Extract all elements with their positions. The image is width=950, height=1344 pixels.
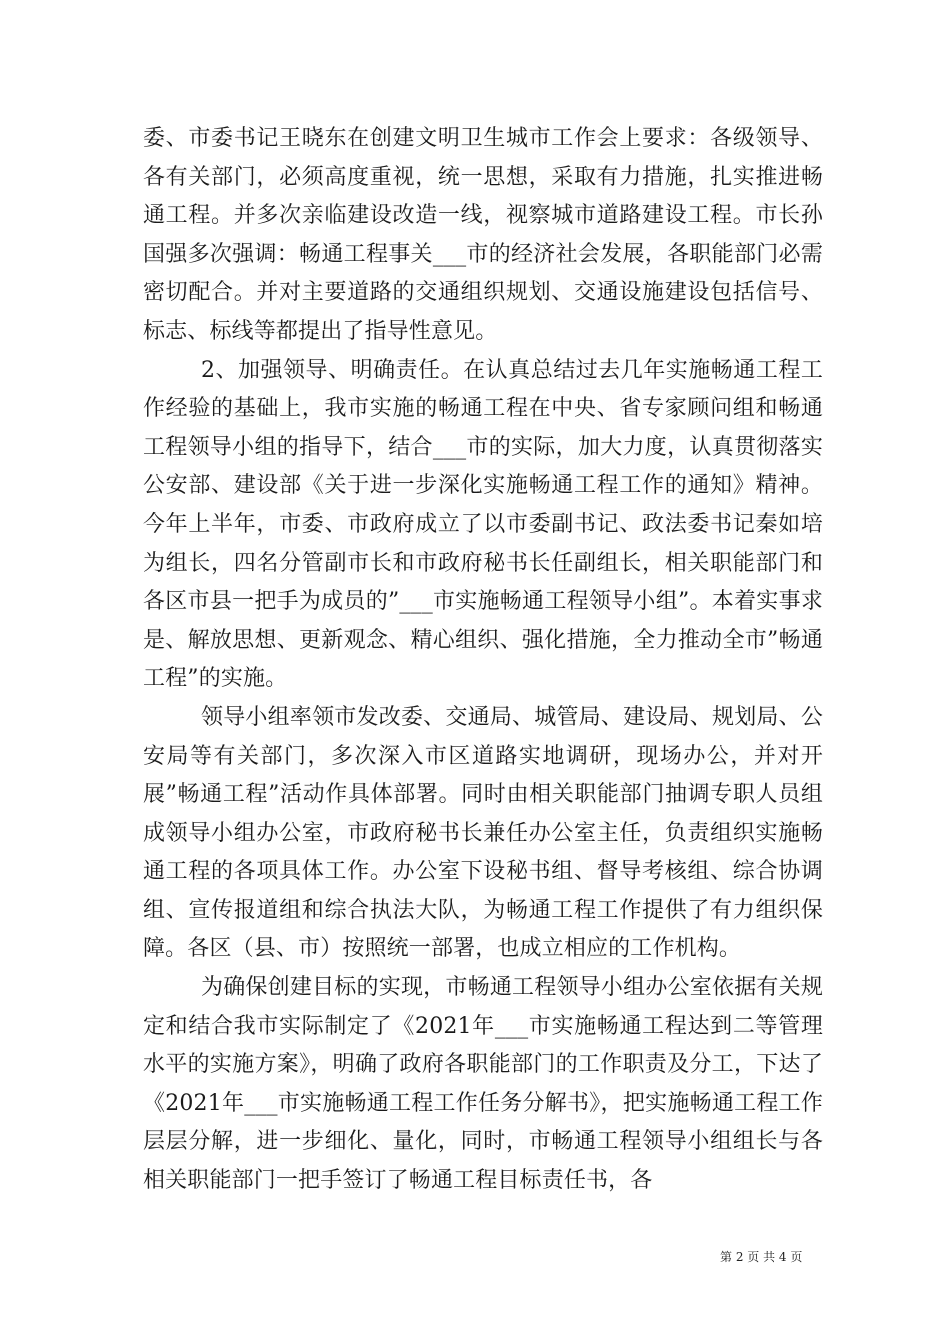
paragraph-4: 为确保创建目标的实现，市畅通工程领导小组办公室依据有关规定和结合我市实际制定了《2021年___市实施畅通工程达到二等管理水平的实施方案》，明确了政府各职能部门的工作职责及分工，下达了《2021年___市实施畅通工程工作任务分解书》，把实施畅通工程工作层层分解，进一步细化、量化，同时，市畅通工程领导小组组长与各相关职能部门一把手签订了畅通工程目标责任书，各 bbox=[143, 975, 823, 1194]
paragraph-3: 领导小组率领市发改委、交通局、城管局、建设局、规划局、公安局等有关部门，多次深入市区道路实地调研，现场办公，并对开展”畅通工程”活动作具体部署。同时由相关职能部门抽调专职人员组成领导小组办公室，市政府秘书长兼任办公室主任，负责组织实施畅通工程的各项具体工作。办公室下设秘书组、督导考核组、综合协调组、宣传报道组和综合执法大队，为畅通工程工作提供了有力组织保障。各区（县、市）按照统一部署，也成立相应的工作机构。 bbox=[143, 704, 823, 962]
page-number-footer: 第 2 页 共 4 页 bbox=[720, 1250, 803, 1264]
paragraph-1: 委、市委书记王晓东在创建文明卫生城市工作会上要求：各级领导、各有关部门，必须高度重视，统一思想，采取有力措施，扎实推进畅通工程。并多次亲临建设改造一线，视察城市道路建设工程。市长孙国强多次强调：畅通工程事关___市的经济社会发展，各职能部门必需密切配合。并对主要道路的交通组织规划、交通设施建设包括信号、标志、标线等都提出了指导性意见。 bbox=[143, 126, 823, 344]
document-body bbox=[143, 120, 823, 1201]
paragraph-2: 2、加强领导、明确责任。在认真总结过去几年实施畅通工程工作经验的基础上，我市实施的畅通工程在中央、省专家顾问组和畅通工程领导小组的指导下，结合___市的实际，加大力度，认真贯彻落实公安部、建设部《关于进一步深化实施畅通工程工作的通知》精神。今年上半年，市委、市政府成立了以市委副书记、政法委书记秦如培为组长，四名分管副市长和市政府秘书长任副组长，相关职能部门和各区市县一把手为成员的”___市实施畅通工程领导小组”。本着实事求是、解放思想、更新观念、精心组织、强化措施，全力推动全市”畅通工程”的实施。 bbox=[143, 357, 823, 692]
